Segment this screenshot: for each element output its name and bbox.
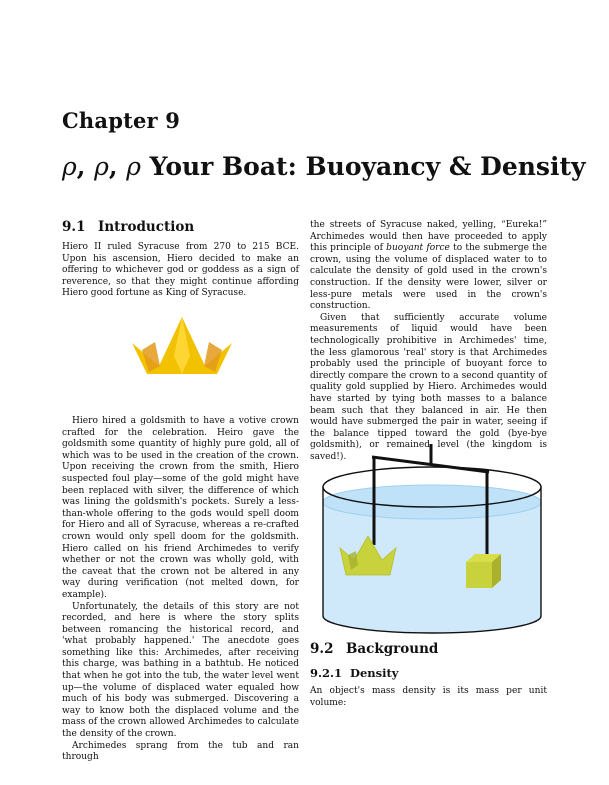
gold-block-front bbox=[466, 562, 492, 588]
title-rho-2: ρ bbox=[94, 152, 109, 181]
section-number: 9.1 bbox=[62, 219, 86, 235]
left-column-body bbox=[62, 416, 299, 764]
archimedes-balance-diagram bbox=[318, 444, 548, 644]
water-surface bbox=[323, 485, 541, 519]
crown-illustration bbox=[128, 316, 236, 374]
left-column-top bbox=[62, 242, 299, 300]
paragraph: Unfortunately, the details of this story are not recorded, and here is where the story splits between romancing the historical record, and 'what probably happened.' The anecdote goes something like this: Archimedes, after receiving this charge, was bathing in a bathtub. He noticed that when he got into the tub, the water level went up—the volume of displaced water equaled how much of his body was submerged. Discovering a way to know both the displaced volume and the mass of the crown allowed Archimedes to calculate the density of the crown. bbox=[62, 601, 299, 740]
paragraph: Given that sufficiently accurate volume measurements of liquid would have been technologically prohibitive in Archimedes' time, the less glamorous 'real' story is that Archimedes probably used the principle of buoyant force to directly compare the crown to a second quantity of quality gold supplied by Hiero. Archimedes would have started by tying both masses to a balance beam such that they balanced in air. He then would have submerged the pair in water, seeing if the balance tipped toward the gold (bye-bye goldsmith), or remained level (the kingdom is saved!). bbox=[310, 312, 547, 462]
title-separator-1: , bbox=[76, 152, 95, 181]
subsection-heading-density bbox=[310, 666, 399, 680]
paragraph: Hiero hired a goldsmith to have a votive crown crafted for the celebration. Heiro gave the goldsmith some quantity of highly pure gold, all of which was to be used in the creation of the crown. Upon receiving the crown from the smith, Hiero suspected foul play—some of the gold might have been replaced with silver, the difference of which was lining the goldsmith's pockets. Surely a less-than-whole offering to the gods would spell doom for Hiero and all of Syracuse, whereas a re-crafted crown would only spell doom for the goldsmith. Hiero called on his friend Archimedes to verify whether or not the crown was wholly gold, with the caveat that the crown not be altered in any way during verification (not melted down, for example). bbox=[62, 416, 299, 600]
section-title: Introduction bbox=[98, 219, 195, 235]
subsection-title: Density bbox=[350, 666, 399, 680]
paragraph: Hiero II ruled Syracuse from 270 to 215 BCE. Upon his ascension, Hiero decided to make an offering to whichever god or goddess as a sign of reverence, so that they might continue affording Hiero good fortune as King of Syracuse. bbox=[62, 242, 299, 299]
title-rho-1: ρ bbox=[62, 152, 77, 181]
title-rho-3: ρ bbox=[126, 152, 141, 181]
right-column-body bbox=[310, 220, 547, 463]
right-column-density-text bbox=[310, 686, 547, 709]
section-title: Background bbox=[346, 641, 439, 657]
chapter-title bbox=[62, 152, 586, 181]
section-number: 9.2 bbox=[310, 641, 334, 657]
section-heading-introduction bbox=[62, 219, 194, 235]
emphasis-buoyant-force: buoyant force bbox=[386, 243, 450, 254]
paragraph bbox=[310, 220, 547, 313]
section-heading-background bbox=[310, 641, 438, 657]
chapter-label: Chapter 9 bbox=[62, 108, 181, 133]
paragraph-text: to the submerge the crown, using the volume of displaced water to to calculate the density of gold used in the crown's construction. If the density were lower, silver or less-pure metals were used in the crown's construction. bbox=[310, 243, 547, 312]
title-rest: Your Boat: Buoyancy & Density bbox=[140, 152, 586, 181]
paragraph: An object's mass density is its mass per unit volume: bbox=[310, 686, 547, 708]
paragraph: Archimedes sprang from the tub and ran through bbox=[62, 740, 299, 763]
paragraph-text: the streets of Syracuse naked, yelling, “Eureka!” Archimedes would then have proceeded to apply this principle of bbox=[310, 220, 547, 254]
subsection-number: 9.2.1 bbox=[310, 666, 343, 680]
title-separator-2: , bbox=[108, 152, 127, 181]
